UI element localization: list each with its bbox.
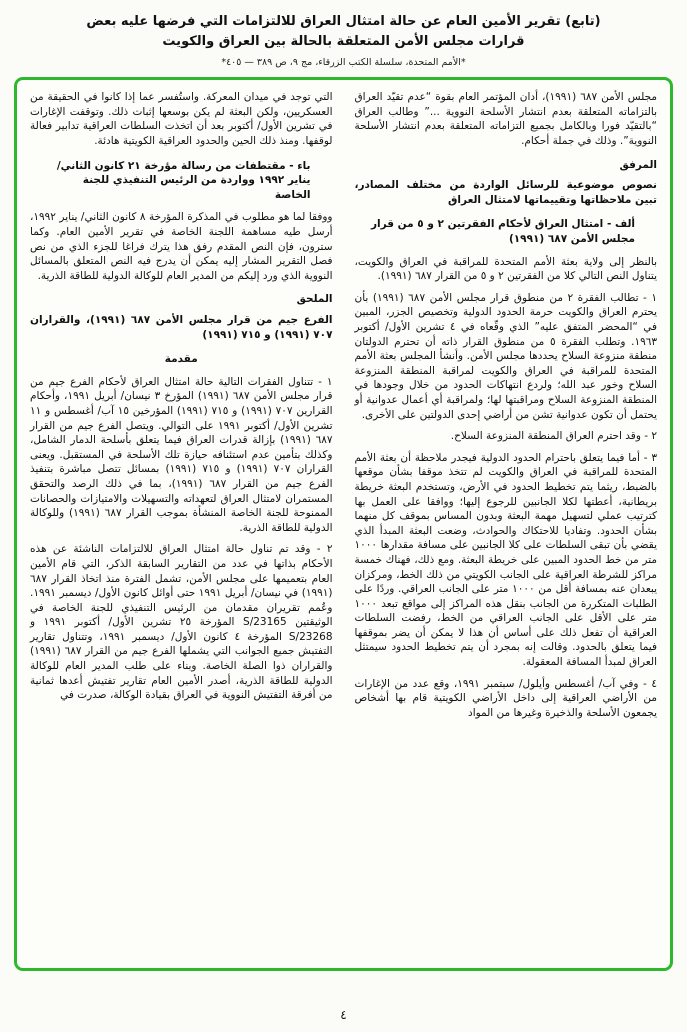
paragraph: ١ - تطالب الفقرة ٢ من منطوق قرار مجلس الأمن ٦٨٧ (١٩٩١) بأن يحترم العراق والكويت حرمة الحدود الدولية وتخصيص الجزر، المبين في “المحضر المتفق عليه” الذي وقّعاه في ٤ تشرين الأول/ أكتوبر ١٩٦٣. وتطلب الفقرة ٥ من منطوق القرار ذاته أن تحترم الدولتان منطقة منزوعة السلاح يحددها مجلس الأمن. وأنشأ المجلس بعثة الأمم المتحدة للمراقبة في العراق والكويت لمراقبة المنطقة المنزوعة السلاح وخور عبد الله؛ ولردع انتهاكات الحدود من خلال وجودها في المنطقة المنزوعة السلاح ومراقبتها لها؛ ولمراقبة أي أعمال عدوانية أو يحتمل أن تكون عدوانية تشن من أراضي إحدى الدولتين على الأخرى. — [354, 291, 657, 421]
document-title-line2: قرارات مجلس الأمن المتعلقة بالحالة بين العراق والكويت — [162, 34, 525, 50]
paragraph: ٢ - وقد احترم العراق المنطقة المنزوعة السلاح. — [450, 430, 657, 443]
paragraph: ٣ - أما فيما يتعلق باحترام الحدود الدولية فيجدر ملاحظة أن بعثة الأمم المتحدة للمراقبة في العراق والكويت لم تتخذ موقفا بشأن موقعها بالضبط، ريثما يتم تخطيط الحدود في الأرض، وتستخدم البعثة خريطة بريطانية، أعطتها لكلا الجانبين للرجوع إليها؛ ووافقا على العمل بها كترتيب عملي لتسهيل مهمة البعثة وبدون المساس بموقف كل منهما بشأن الحدود. وتفاديا للاحتكاك والحوادث، وضعت البعثة المبدأ الذي يقضي بأن تبقى السلطات على كلا الجانبين على مسافة مقدارها ١٠٠٠ متر من خط الحدود المبين على خريطة البعثة. ومع ذلك، فهناك خمسة مراكز للشرطة العراقية على الجانب الكويتي من ذلك الخط، ومركزان يبعدان عنه بمسافة أقل من ١٠٠٠ متر على الجانب العراقي. وردًا على الطلبات المتكررة من الجانب بنقل هذه المراكز إلى مواقع تبعد ١٠٠٠ متر على الأقل على الجانب العراقي من الخط، رفضت السلطات العراقية أن تفعل ذلك على أساس أن هذا لا يمكن أن يضر بموقفها فيما يتعلق بالحدود. وقالت إنه بمجرد أن يتم تخطيط الحدود سيمتثل العراق لمبدأ المسافة المعقولة. — [354, 451, 657, 669]
column-left — [30, 90, 333, 960]
section-heading: ألف - امتثال العراق لأحكام الفقرتين ٢ و ٥ من قرار مجلس الأمن ٦٨٧ (١٩٩١) — [370, 218, 635, 246]
section-heading: الملحق — [296, 293, 333, 306]
paragraph: التي توجد في ميدان المعركة. واستُفسر عما إذا كانوا في الحقيقة من العسكريين، ولكن البعثة لم يكن بوسعها إثبات ذلك. وتوقفت الإغارات في تشرين الأول/ أكتوبر بعد أن اتخذت السلطات العراقية تدابير فعالة لوقفها. ومنذ ذلك الحين والحدود العراقية الكويتية هادئة. — [30, 91, 333, 148]
paragraph: ١ - تتناول الفقرات التالية حالة امتثال العراق لأحكام الفرع جيم من قرار مجلس الأمن ٦٨٧ (١٩٩١) المؤرخ ٣ نيسان/ أبريل ١٩٩١، وأحكام القرارين ٧٠٧ (١٩٩١) و ٧١٥ (١٩٩١) المؤرخين ١٥ آب/ أغسطس و ١١ تشرين الأول/ أكتوبر ١٩٩١ على التوالي. ويتصل الفرع جيم من القرار ٦٨٧ (١٩٩١) بإزالة قدرات العراق فيما يتعلق بأسلحة الدمار الشامل، وكذلك بتأمين عدم استئنافه حيازة تلك الأسلحة في المستقبل. ويعنى القراران ٧٠٧ (١٩٩١) و ٧١٥ (١٩٩١) بمسائل تتصل مباشرة بتنفيذ الفرع جيم من القرار ٦٨٧ (١٩٩١)، بما في ذلك الرصد والتحقق المستمران لامتثال العراق لتعهداته والتسهيلات والامتيازات والحصانات الممنوحة للجنة الخاصة المنشأة بموجب القرار ٦٨٧ (١٩٩١) وللوكالة الدولية للطاقة الذرية. — [30, 375, 333, 534]
paragraph: ٤ - وفي آب/ أغسطس وأيلول/ سبتمبر ١٩٩١، وقع عدد من الإغارات من الأراضي العراقية إلى داخل الأراضي الكويتية قام بها أشخاص يجمعون الأسلحة والذخيرة وغيرها من المواد — [354, 677, 657, 719]
paragraph: الفرع جيم من قرار مجلس الأمن ٦٨٧ (١٩٩١)، والقراران ٧٠٧ (١٩٩١) و ٧١٥ (١٩٩١) — [30, 314, 333, 341]
document-header — [14, 12, 673, 68]
paragraph: مجلس الأمن ٦٨٧ (١٩٩١)، أدان المؤتمر العام بقوة “عدم تقيّد العراق بالتزاماته المتعلقة بعدم انتشار الأسلحة النووية ...” وطالب العراق “بالتقيّد فورا وبالكامل بجميع التزاماته المتعلقة بعدم انتشار الأسلحة النووية”. وذلك في جملة أحكام. — [354, 91, 658, 148]
paragraph: بالنظر إلى ولاية بعثة الأمم المتحدة للمراقبة في العراق والكويت، يتناول النص التالي كلا من الفقرتين ٢ و ٥ من القرار ٦٨٧ (١٩٩١). — [354, 255, 657, 283]
paragraph: ٢ - وقد تم تناول حالة امتثال العراق للالتزامات الناشئة عن هذه الأحكام بذاتها في عدد من التقارير السابقة الذكر، التي قام الأمين العام بتعميمها على مجلس الأمن، تشمل الفترة منذ اتخاذ القرار ٦٨٧ (١٩٩١) في نيسان/ أبريل ١٩٩١ حتى أوائل كانون الأول/ ديسمبر ١٩٩١. وعُمم تقريران مقدمان من الرئيس التنفيذي للجنة الخاصة في الوثيقتين S/23165 المؤرخة ٢٥ تشرين الأول/ أكتوبر ١٩٩١ و S/23268 المؤرخة ٤ كانون الأول/ ديسمبر ١٩٩١، وتتناول تقارير التفتيش جميع الجوانب التي يشملها الفرع جيم من القرار ٦٨٧ (١٩٩١) والقراران ذوا الصلة الخاصة. وبناء على طلب المدير العام للوكالة الدولية للطاقة الذرية، أصدر الأمين العام تقارير تفتيش أعدها ثمانية من أفرقة التفتيش النووية في العراق بقيادة الوكالة، صدرت في — [30, 543, 333, 702]
page-footer — [0, 1008, 687, 1022]
column-right — [355, 90, 658, 960]
section-heading: باء - مقتطفات من رسالة مؤرخة ٢١ كانون الثاني/ يناير ١٩٩٢ وواردة من الرئيس التنفيذي للجنة الخاصة — [56, 159, 311, 201]
document-title-line1: (تابع) تقرير الأمين العام عن حالة امتثال العراق للالتزامات التي فرضها عليه بعض — [86, 14, 601, 29]
paragraph: نصوص موضوعية للرسائل الواردة من مختلف المصادر، تبين ملاحظاتها وتقييماتها لامتثال العراق — [354, 179, 657, 206]
content-frame — [14, 77, 673, 971]
section-heading: مقدمة — [164, 353, 198, 366]
paragraph: ووفقا لما هو مطلوب في المذكرة المؤرخة ٨ كانون الثاني/ يناير ١٩٩٢، أرسل طيه مساهمة اللجنة الخاصة في تقرير الأمين العام. وكما سترون، فإن النص المقدم رفق هذا يترك فراغا للجزء الذي من نص فصل التقرير المشار إليه يمكن أن يدرج فيه النص المتعلق بالمسائل النووية الذي ورد إليكم من المدير العام للوكالة الدولية للطاقة الذرية. — [30, 211, 333, 282]
page-number: ٤ — [340, 1008, 347, 1022]
source-citation: *الأمم المتحدة، سلسلة الكتب الزرقاء، مج ٩، ص ٣٨٩ — ٤٠٥* — [221, 57, 466, 69]
section-heading: المرفق — [619, 158, 657, 171]
